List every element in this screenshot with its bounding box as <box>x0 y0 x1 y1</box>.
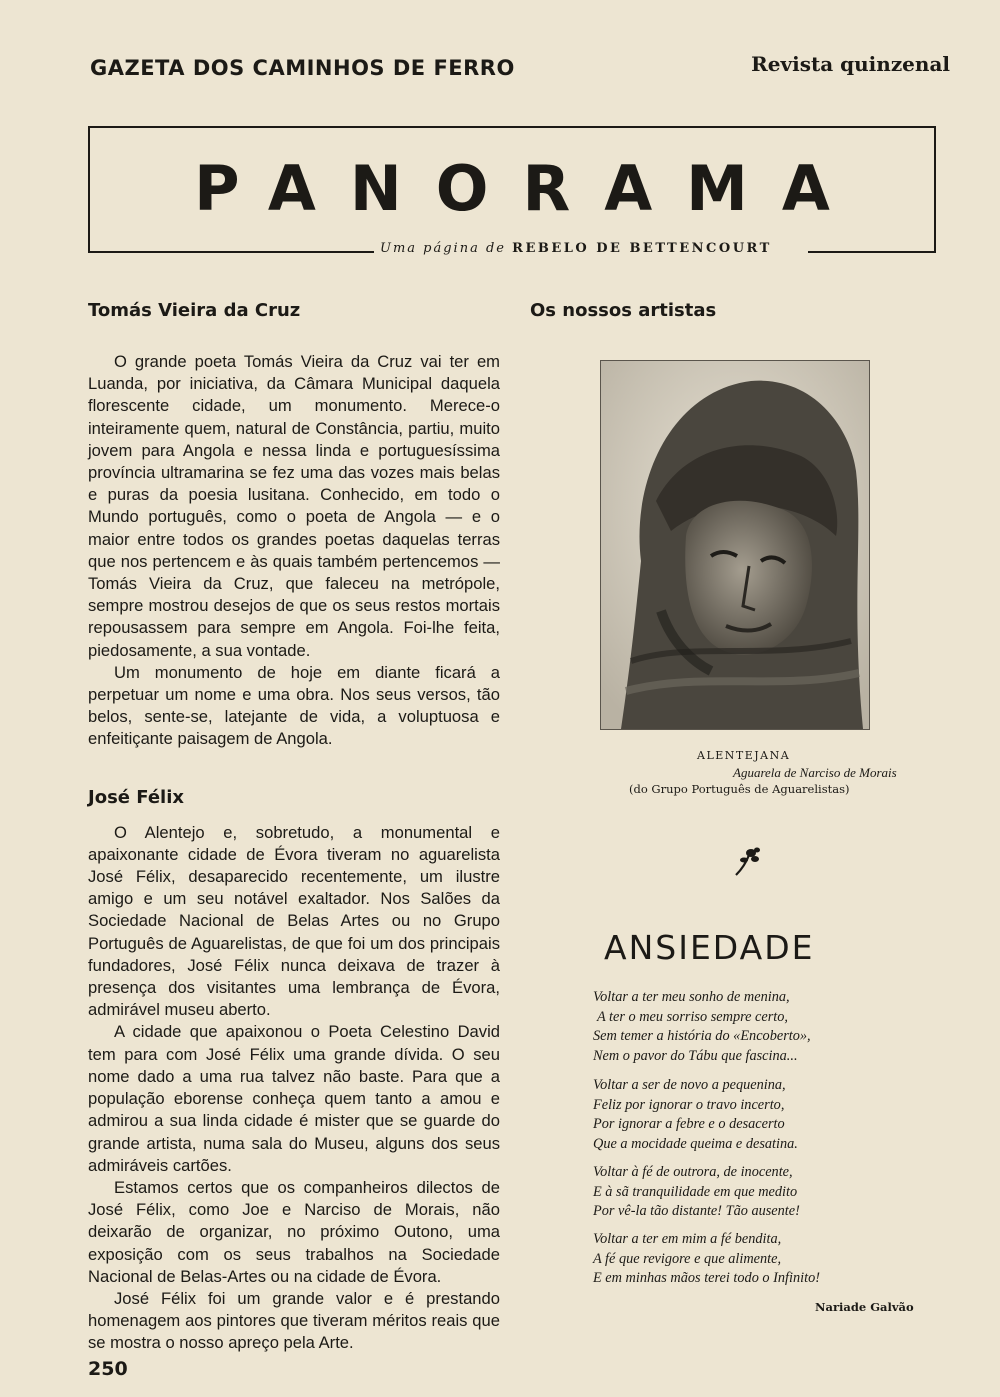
masthead-box <box>88 126 936 252</box>
byline-author: REBELO DE BETTENCOURT <box>512 241 772 256</box>
byline-prefix: Uma página de <box>380 241 506 256</box>
poem-stanza-1 <box>593 988 811 1066</box>
poem-line: E em minhas mãos terei todo o Infinito! <box>593 1270 821 1286</box>
artwork-title: ALENTEJANA <box>697 749 791 762</box>
poem-line: Feliz por ignorar o travo incerto, <box>593 1096 785 1113</box>
left-column <box>88 300 500 1355</box>
right-column <box>530 300 940 333</box>
article-paragraph: Um monumento de hoje em diante ficará a perpetuar um nome e uma obra. Nos seus versos, tão belos, sente-se, latejante de vida, a voluptuosa e enfeitiçante paisagem de Angola. <box>88 662 500 749</box>
article-paragraph: Estamos certos que os companheiros dilectos de José Félix, como Joe e Narciso de Morais, não deixarão de organizar, no próximo Outono, uma exposição com os seus trabalhos na Sociedade Nacional de Belas-Artes ou na cidade de Évora. <box>88 1177 500 1286</box>
masthead-byline-row <box>88 240 936 264</box>
article-paragraph: O Alentejo e, sobretudo, a monumental e apaixonante cidade de Évora tiveram no aguarelista José Félix, desaparecido recentemente, um ilustre amigo e um seu notável exaltador. Nos Salões da Sociedade Nacional de Belas Artes ou no Grupo Português de Aguarelistas, de que foi um dos principais fundadores, José Félix nunca deixava de trazer à presença dos visitantes uma lembrança de Évora, admirável museu aberto. <box>88 822 500 1020</box>
poem-line: Voltar à fé de outrora, de inocente, <box>593 1164 793 1180</box>
artwork-credit: Aguarela de Narciso de Morais <box>733 765 897 780</box>
poem-stanza-2 <box>593 1076 798 1154</box>
masthead-byline <box>380 241 772 256</box>
article-title-tomas: Tomás Vieira da Cruz <box>88 300 301 321</box>
poem-line: E à sã tranquilidade em que medito <box>593 1183 798 1200</box>
article-paragraph: A cidade que apaixonou o Poeta Celestino David tem para com José Félix uma grande dívida. O seu nome dado a uma rua talvez não baste. Para que a população eborense conheça quem tanto a amou e admirou a sua linda cidade é mister que se guarde do grande artista, numa sala do Museu, alguns dos seus admiráveis cartões. <box>88 1022 500 1175</box>
artwork-image <box>600 360 870 730</box>
poem-line: Voltar a ser de novo a pequenina, <box>593 1077 786 1093</box>
byline-rule-left <box>88 251 374 253</box>
artwork-portrait <box>601 361 869 729</box>
byline-rule-right <box>808 251 936 253</box>
poem-stanza-3 <box>593 1163 800 1222</box>
article-paragraph: O grande poeta Tomás Vieira da Cruz vai ter em Luanda, por iniciativa, da Câmara Municipal daquela florescente cidade, um monumento. Merece-o inteiramente quem, natural de Constância, partiu, muito jovem para Angola e nessa linda e portuguesíssima província ultramarina se fez uma das vozes mais belas e puras da poesia lusitana. Conhecido, em todo o Mundo português, como o poeta de Angola — e o maior entre todos os grandes poetas daquelas terras que nos pertencem e às quais também pertencemos — Tomás Vieira da Cruz, que faleceu na metrópole, sempre mostrou desejos de que os seus restos mortais repousassem para sempre em Angola. Foi-lhe feita, piedosamente, a sua vontade. <box>88 352 500 660</box>
poem-line: A ter o meu sorriso sempre certo, <box>597 1008 789 1025</box>
flower-ornament-icon <box>732 845 762 877</box>
artwork-source: (do Grupo Português de Aguarelistas) <box>629 782 850 796</box>
article-paragraph: José Félix foi um grande valor e é prestando homenagem aos pintores que tiveram méritos reais que se mostra o nosso apreço pela Arte. <box>88 1288 500 1353</box>
poem-line: Nem o pavor do Tábu que fascina... <box>593 1047 798 1064</box>
poem-line: Por vê-la tão distante! Tão ausente! <box>593 1203 800 1219</box>
poem-stanza-4 <box>593 1230 820 1289</box>
page-number: 250 <box>88 1358 128 1380</box>
poem-line: Voltar a ter meu sonho de menina, <box>593 989 790 1005</box>
poem-title: ANSIEDADE <box>604 928 815 967</box>
poem-author: Nariade Galvão <box>815 1300 914 1314</box>
masthead-title: PANORAMA <box>194 152 864 225</box>
running-header-publication: GAZETA DOS CAMINHOS DE FERRO <box>90 56 515 80</box>
running-header-frequency: Revista quinzenal <box>751 52 950 76</box>
poem-line: Voltar a ter em mim a fé bendita, <box>593 1231 782 1247</box>
poem-line: Por ignorar a febre e o desacerto <box>593 1116 785 1132</box>
poem-line: Que a mocidade queima e desatina. <box>593 1135 798 1152</box>
poem-line: Sem temer a história do «Encoberto», <box>593 1028 811 1044</box>
article-title-jose: José Félix <box>88 786 184 808</box>
poem-line: A fé que revigore e que alimente, <box>593 1250 782 1267</box>
section-title-artists: Os nossos artistas <box>530 300 717 321</box>
